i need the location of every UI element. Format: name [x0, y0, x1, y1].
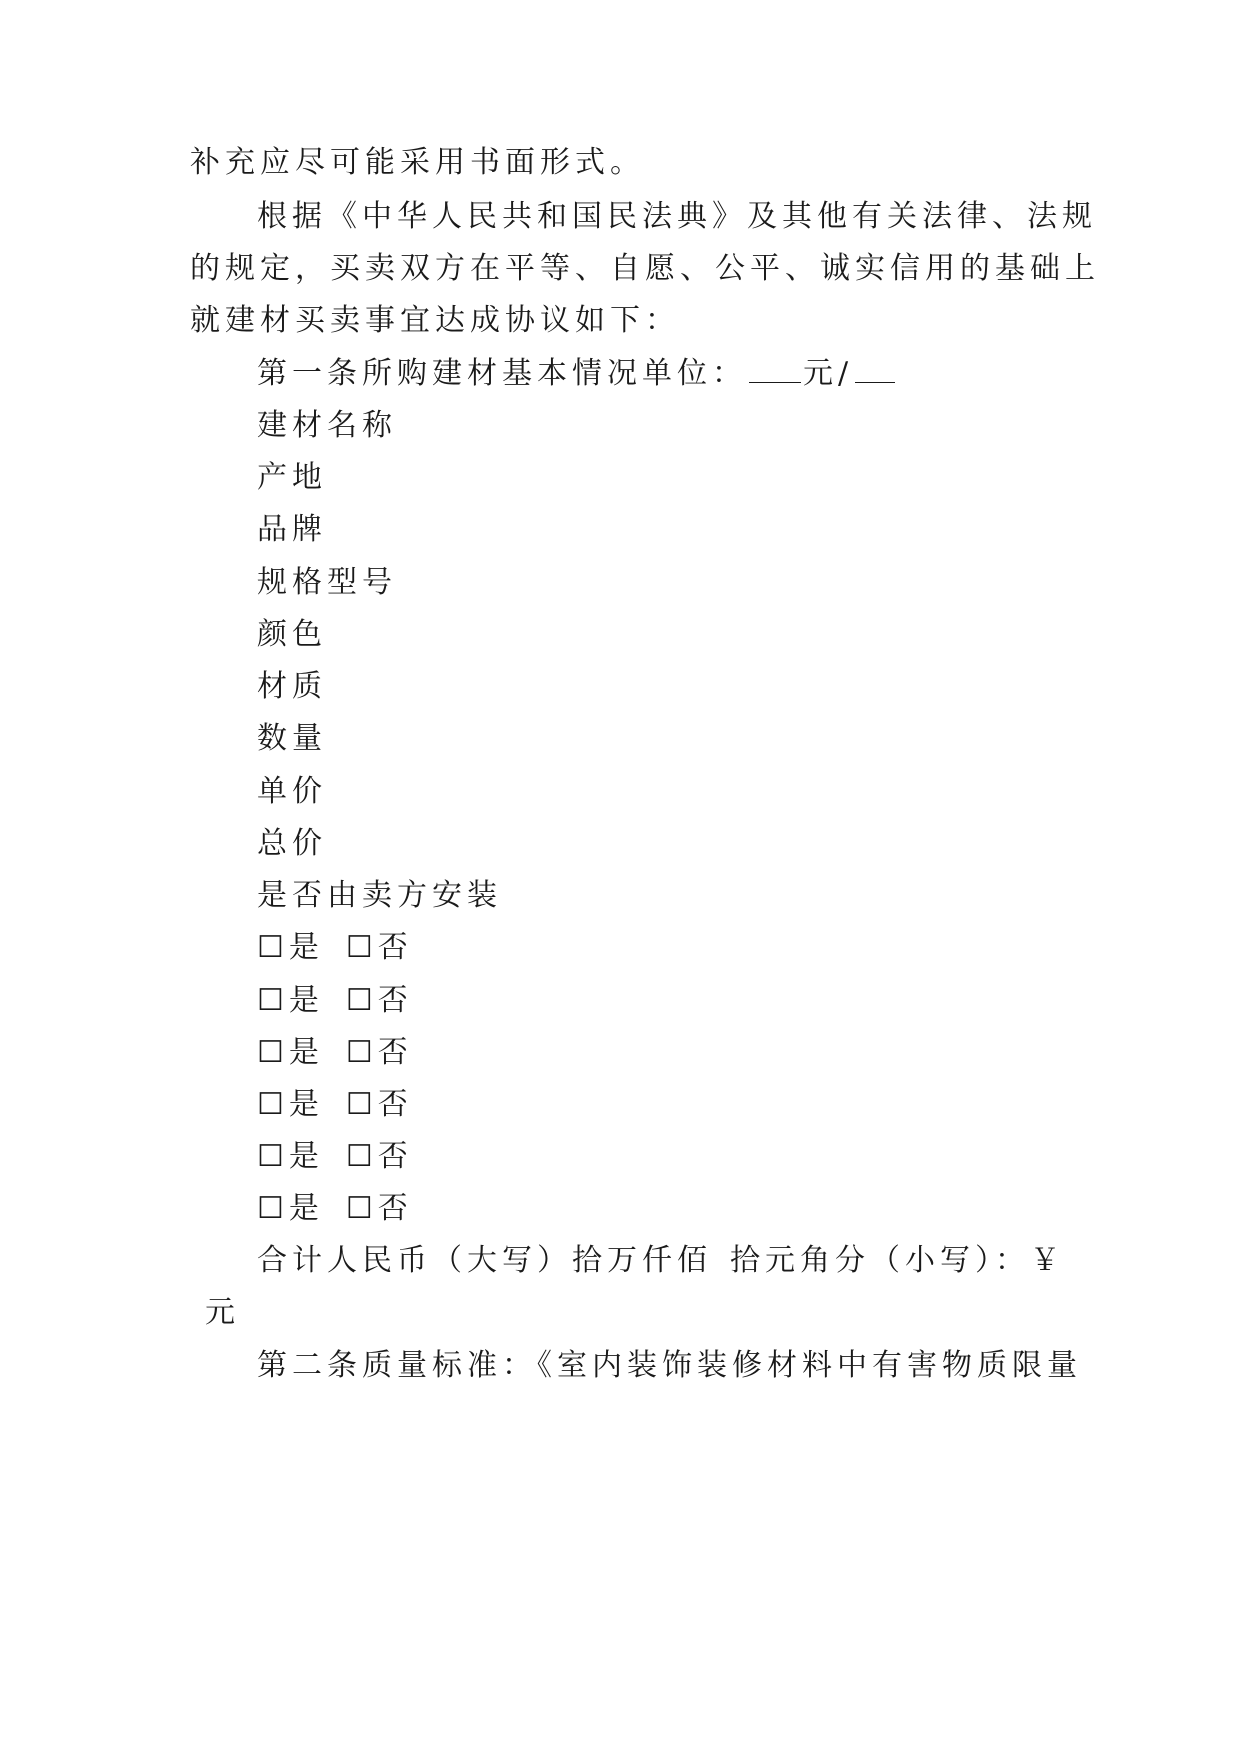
install-option-row	[257, 1085, 413, 1125]
install-no-checkbox[interactable]: ☐否	[345, 1087, 413, 1122]
install-option-row	[257, 1189, 413, 1229]
install-option-row	[257, 1137, 413, 1177]
install-no-checkbox[interactable]: ☐否	[345, 1191, 413, 1226]
field-label-spec: 规格型号	[257, 565, 397, 600]
total-amount-line	[257, 1241, 1065, 1281]
field-label-name: 建材名称	[257, 408, 397, 443]
total-amount-lowercase: 拾元角分（小写）：￥	[730, 1243, 1065, 1278]
install-no-checkbox[interactable]: ☐否	[345, 1035, 413, 1070]
install-yes-checkbox[interactable]: ☐是	[257, 983, 324, 1018]
total-amount-uppercase: 合计人民币（大写）拾万仟佰	[257, 1243, 712, 1278]
field-label-color: 颜色	[257, 617, 327, 652]
article-2-heading: 第二条质量标准：《室内装饰装修材料中有害物质限量	[257, 1348, 1082, 1383]
total-amount-yuan: 元	[205, 1295, 240, 1330]
intro-tail-text: 补充应尽可能采用书面形式。	[190, 145, 645, 180]
install-option-row	[257, 981, 413, 1021]
install-yes-checkbox[interactable]: ☐是	[257, 1035, 324, 1070]
field-label-total-price: 总价	[257, 826, 327, 861]
field-label-install: 是否由卖方安装	[257, 878, 502, 913]
article-1-heading-text: 第一条所购建材基本情况单位：	[257, 356, 747, 391]
install-yes-checkbox[interactable]: ☐是	[257, 1139, 324, 1174]
install-yes-checkbox[interactable]: ☐是	[257, 1087, 324, 1122]
unit-measure-blank[interactable]	[855, 354, 895, 383]
basis-line-1: 根据《中华人民共和国民法典》及其他有关法律、法规	[257, 199, 1097, 234]
install-yes-checkbox[interactable]: ☐是	[257, 1191, 324, 1226]
basis-line-3: 就建材买卖事宜达成协议如下：	[190, 303, 680, 338]
install-yes-checkbox[interactable]: ☐是	[257, 930, 324, 965]
install-no-checkbox[interactable]: ☐否	[345, 1139, 413, 1174]
install-option-row	[257, 1033, 413, 1073]
install-no-checkbox[interactable]: ☐否	[345, 983, 413, 1018]
unit-yuan-text: 元/	[803, 356, 854, 391]
field-label-origin: 产地	[257, 460, 327, 495]
install-no-checkbox[interactable]: ☐否	[345, 930, 413, 965]
field-label-unit-price: 单价	[257, 774, 327, 809]
basis-line-2: 的规定，买卖双方在平等、自愿、公平、诚实信用的基础上	[190, 251, 1100, 286]
article-1-heading	[257, 354, 897, 394]
unit-price-blank[interactable]	[749, 354, 801, 383]
field-label-brand: 品牌	[257, 512, 327, 547]
field-label-quantity: 数量	[257, 721, 327, 756]
field-label-material: 材质	[257, 669, 327, 704]
install-option-row	[257, 928, 413, 968]
